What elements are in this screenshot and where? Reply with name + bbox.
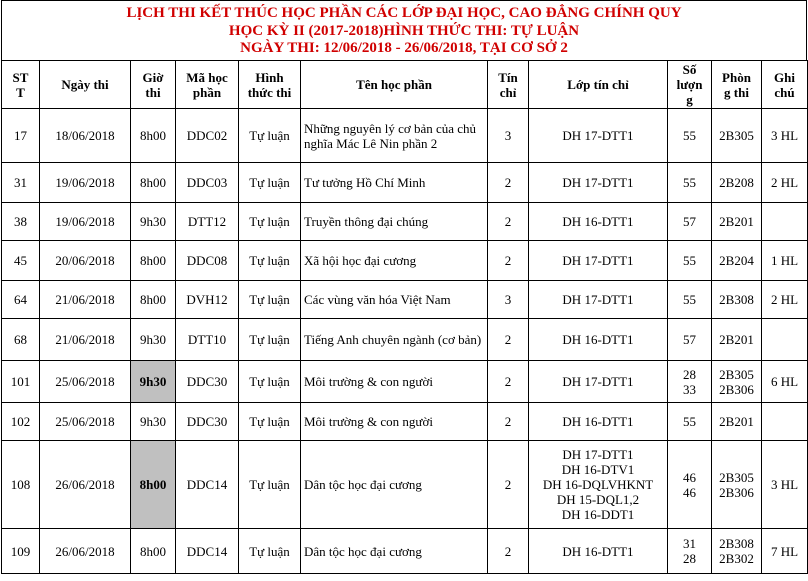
cell-stt: 64 (2, 281, 40, 319)
cell-note: 2 HL (762, 163, 808, 203)
cell-credits: 2 (488, 241, 529, 281)
cell-room: 2B208 (712, 163, 762, 203)
cell-count: 57 (668, 203, 712, 241)
cell-note (762, 203, 808, 241)
cell-name: Dân tộc học đại cương (301, 529, 488, 574)
exam-schedule-table (1, 60, 808, 574)
cell-stt: 17 (2, 109, 40, 163)
table-row (2, 163, 808, 203)
cell-time: 8h00 (131, 241, 176, 281)
cell-class: DH 16-DTT1 (529, 529, 668, 574)
cell-count: 46 46 (668, 441, 712, 529)
exam-schedule-sheet (1, 0, 807, 574)
cell-stt: 108 (2, 441, 40, 529)
cell-name: Xã hội học đại cương (301, 241, 488, 281)
cell-credits: 2 (488, 163, 529, 203)
table-row (2, 529, 808, 574)
cell-room: 2B204 (712, 241, 762, 281)
cell-class: DH 17-DTT1 (529, 109, 668, 163)
cell-time: 9h30 (131, 361, 176, 403)
cell-time: 8h00 (131, 441, 176, 529)
cell-time: 9h30 (131, 203, 176, 241)
cell-count: 31 28 (668, 529, 712, 574)
col-note-header: Ghi chú (762, 61, 808, 109)
cell-form: Tự luận (239, 163, 301, 203)
cell-name: Truyền thông đại chúng (301, 203, 488, 241)
cell-form: Tự luận (239, 281, 301, 319)
col-count-header: Số lượn g (668, 61, 712, 109)
cell-name: Tư tưởng Hồ Chí Minh (301, 163, 488, 203)
cell-time: 8h00 (131, 109, 176, 163)
cell-code: DDC30 (176, 403, 239, 441)
col-room-header: Phòn g thi (712, 61, 762, 109)
cell-note: 7 HL (762, 529, 808, 574)
cell-date: 25/06/2018 (40, 403, 131, 441)
cell-code: DDC02 (176, 109, 239, 163)
cell-date: 26/06/2018 (40, 529, 131, 574)
col-form-header: Hình thức thi (239, 61, 301, 109)
cell-class: DH 16-DTT1 (529, 403, 668, 441)
cell-time: 8h00 (131, 281, 176, 319)
table-row (2, 361, 808, 403)
cell-room: 2B201 (712, 403, 762, 441)
cell-name: Môi trường & con người (301, 403, 488, 441)
cell-code: DDC08 (176, 241, 239, 281)
title-line-3: NGÀY THI: 12/06/2018 - 26/06/2018, TẠI CƠ SỞ 2 (240, 40, 568, 56)
table-row (2, 441, 808, 529)
col-name-header: Tên học phần (301, 61, 488, 109)
cell-class: DH 17-DTT1 (529, 163, 668, 203)
cell-form: Tự luận (239, 203, 301, 241)
cell-code: DDC14 (176, 441, 239, 529)
cell-date: 18/06/2018 (40, 109, 131, 163)
cell-stt: 38 (2, 203, 40, 241)
col-date-header: Ngày thi (40, 61, 131, 109)
cell-stt: 101 (2, 361, 40, 403)
cell-date: 25/06/2018 (40, 361, 131, 403)
cell-room: 2B308 (712, 281, 762, 319)
cell-name: Dân tộc học đại cương (301, 441, 488, 529)
cell-note (762, 319, 808, 361)
cell-date: 19/06/2018 (40, 163, 131, 203)
table-row (2, 203, 808, 241)
col-time-header: Giờ thi (131, 61, 176, 109)
table-row (2, 241, 808, 281)
cell-room: 2B201 (712, 203, 762, 241)
cell-date: 20/06/2018 (40, 241, 131, 281)
cell-stt: 68 (2, 319, 40, 361)
table-row (2, 281, 808, 319)
cell-date: 21/06/2018 (40, 281, 131, 319)
cell-time: 8h00 (131, 163, 176, 203)
cell-credits: 2 (488, 203, 529, 241)
cell-room: 2B308 2B302 (712, 529, 762, 574)
cell-class: DH 17-DTT1 (529, 361, 668, 403)
cell-count: 55 (668, 403, 712, 441)
cell-class: DH 16-DTT1 (529, 203, 668, 241)
cell-credits: 3 (488, 281, 529, 319)
table-header-row (2, 61, 808, 109)
cell-room: 2B305 2B306 (712, 361, 762, 403)
cell-stt: 109 (2, 529, 40, 574)
cell-name: Các vùng văn hóa Việt Nam (301, 281, 488, 319)
cell-stt: 31 (2, 163, 40, 203)
table-row (2, 109, 808, 163)
cell-room: 2B305 (712, 109, 762, 163)
cell-note: 3 HL (762, 109, 808, 163)
cell-credits: 2 (488, 361, 529, 403)
cell-count: 55 (668, 281, 712, 319)
title-line-1: LỊCH THI KẾT THÚC HỌC PHẦN CÁC LỚP ĐẠI HỌC, CAO ĐẲNG CHÍNH QUY (126, 5, 682, 21)
cell-form: Tự luận (239, 109, 301, 163)
cell-date: 19/06/2018 (40, 203, 131, 241)
cell-count: 55 (668, 109, 712, 163)
table-row (2, 403, 808, 441)
cell-form: Tự luận (239, 241, 301, 281)
cell-credits: 2 (488, 319, 529, 361)
cell-time: 8h00 (131, 529, 176, 574)
table-row (2, 319, 808, 361)
cell-room: 2B305 2B306 (712, 441, 762, 529)
cell-name: Những nguyên lý cơ bản của chủ nghĩa Mác Lê Nin phần 2 (301, 109, 488, 163)
cell-class: DH 17-DTT1 (529, 241, 668, 281)
cell-note: 3 HL (762, 441, 808, 529)
document-header (1, 0, 807, 60)
cell-form: Tự luận (239, 319, 301, 361)
cell-count: 55 (668, 241, 712, 281)
col-stt-header: ST T (2, 61, 40, 109)
cell-form: Tự luận (239, 403, 301, 441)
title-line-2: HỌC KỲ II (2017-2018)HÌNH THỨC THI: TỰ LUẬN (228, 22, 580, 39)
cell-note: 1 HL (762, 241, 808, 281)
cell-code: DDC30 (176, 361, 239, 403)
cell-note: 2 HL (762, 281, 808, 319)
cell-form: Tự luận (239, 441, 301, 529)
cell-form: Tự luận (239, 361, 301, 403)
cell-credits: 3 (488, 109, 529, 163)
cell-credits: 2 (488, 529, 529, 574)
cell-count: 57 (668, 319, 712, 361)
cell-room: 2B201 (712, 319, 762, 361)
cell-name: Môi trường & con người (301, 361, 488, 403)
col-class-header: Lớp tín chỉ (529, 61, 668, 109)
cell-date: 26/06/2018 (40, 441, 131, 529)
cell-stt: 102 (2, 403, 40, 441)
col-code-header: Mã học phần (176, 61, 239, 109)
cell-time: 9h30 (131, 403, 176, 441)
cell-code: DTT10 (176, 319, 239, 361)
cell-code: DVH12 (176, 281, 239, 319)
cell-time: 9h30 (131, 319, 176, 361)
cell-name: Tiếng Anh chuyên ngành (cơ bản) (301, 319, 488, 361)
cell-class: DH 16-DTT1 (529, 319, 668, 361)
cell-note: 6 HL (762, 361, 808, 403)
cell-count: 28 33 (668, 361, 712, 403)
cell-credits: 2 (488, 441, 529, 529)
cell-count: 55 (668, 163, 712, 203)
cell-code: DTT12 (176, 203, 239, 241)
cell-class: DH 17-DTT1 (529, 281, 668, 319)
col-credits-header: Tín chỉ (488, 61, 529, 109)
cell-code: DDC14 (176, 529, 239, 574)
cell-form: Tự luận (239, 529, 301, 574)
cell-stt: 45 (2, 241, 40, 281)
cell-class: DH 17-DTT1 DH 16-DTV1 DH 16-DQLVHKNT DH 15-DQL1,2 DH 16-DDT1 (529, 441, 668, 529)
cell-code: DDC03 (176, 163, 239, 203)
cell-note (762, 403, 808, 441)
cell-credits: 2 (488, 403, 529, 441)
cell-date: 21/06/2018 (40, 319, 131, 361)
